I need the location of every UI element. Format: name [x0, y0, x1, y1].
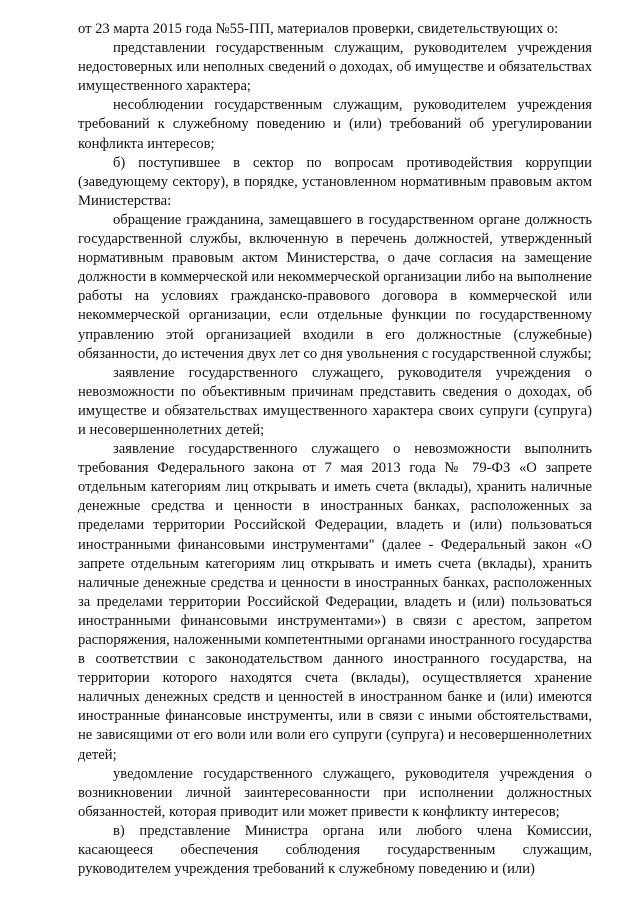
paragraph-conflict-notice: уведомление государственного служащего, руководителя учреждения о возникновении личной заинтересованности при исполнении должностных обязанностей, которая приводит или может привести к конфликту интересов;: [78, 765, 592, 820]
paragraph-nonconformity: несоблюдении государственным служащим, руководителем учреждения требований к служебному поведению и (или) требований об урегулировании конфликта интересов;: [78, 97, 592, 152]
paragraph-foreign-accounts: заявление государственного служащего о невозможности выполнить требования Федерального закона от 7 мая 2013 года № 79-ФЗ «О запрете отдельным категориям лиц открывать и иметь счета (вклады), хранить наличные денежные средства и ценности в иностранных банках, расположенных за пределами территории Российской Федерации, владеть и (или) пользоваться иностранными финансовыми инструментами" (далее - Федеральный закон «О запрете отдельным категориям лиц открывать и иметь счета (вклады), хранить наличные денежные средства и ценности в иностранных банках, расположенных за пределами территории Российской Федерации, владеть и (или) пользоваться иностранными финансовыми инструментами») в связи с арестом, запретом распоряжения, наложенными компетентными органами иностранного государства в соответствии с законодательством данного иностранного государства, на территории которого находятся счета (вклады), осуществляется хранение наличных денежных средств и ценностей в иностранном банке и (или) имеются иностранные финансовые инструменты, или в связи с иными обстоятельствами, не зависящими от его воли или воли его супруги (супруга) и несовершеннолетних детей;: [78, 441, 592, 763]
paragraph-citizen-appeal: обращение гражданина, замещавшего в государственном органе должность государственной службы, включенную в перечень должностей, утвержденный нормативным правовым актом Министерства, о даче согласия на замещение должности в коммерческой или некоммерческой организации либо на выполнение работы на условиях гражданско-правового договора в коммерческой или некоммерческой организации, если отдельные функции по государственному управлению этой организацией входили в его должностные (служебные) обязанности, до истечения двух лет со дня увольнения с государственной службы;: [78, 211, 592, 362]
paragraph-false-info: представлении государственным служащим, руководителем учреждения недостоверных или неполных сведений о доходах, об имуществе и обязательствах имущественного характера;: [78, 40, 592, 95]
paragraph-income-statement: заявление государственного служащего, руководителя учреждения о невозможности по объективным причинам представить сведения о доходах, об имуществе и обязательствах имущественного характера своих супруги (супруга) и несовершеннолетних детей;: [78, 364, 592, 438]
paragraph-continuation: от 23 марта 2015 года №55-ПП, материалов проверки, свидетельствующих о:: [78, 21, 559, 37]
paragraph-item-b: б) поступившее в сектор по вопросам противодействия коррупции (заведующему сектору), в порядке, установленном нормативным правовым актом Министерства:: [78, 154, 592, 209]
paragraph-item-c: в) представление Министра органа или любого члена Комиссии, касающееся обеспечения соблюдения государственным служащим, руководителем учреждения требований к служебному поведению и (или): [78, 822, 592, 878]
